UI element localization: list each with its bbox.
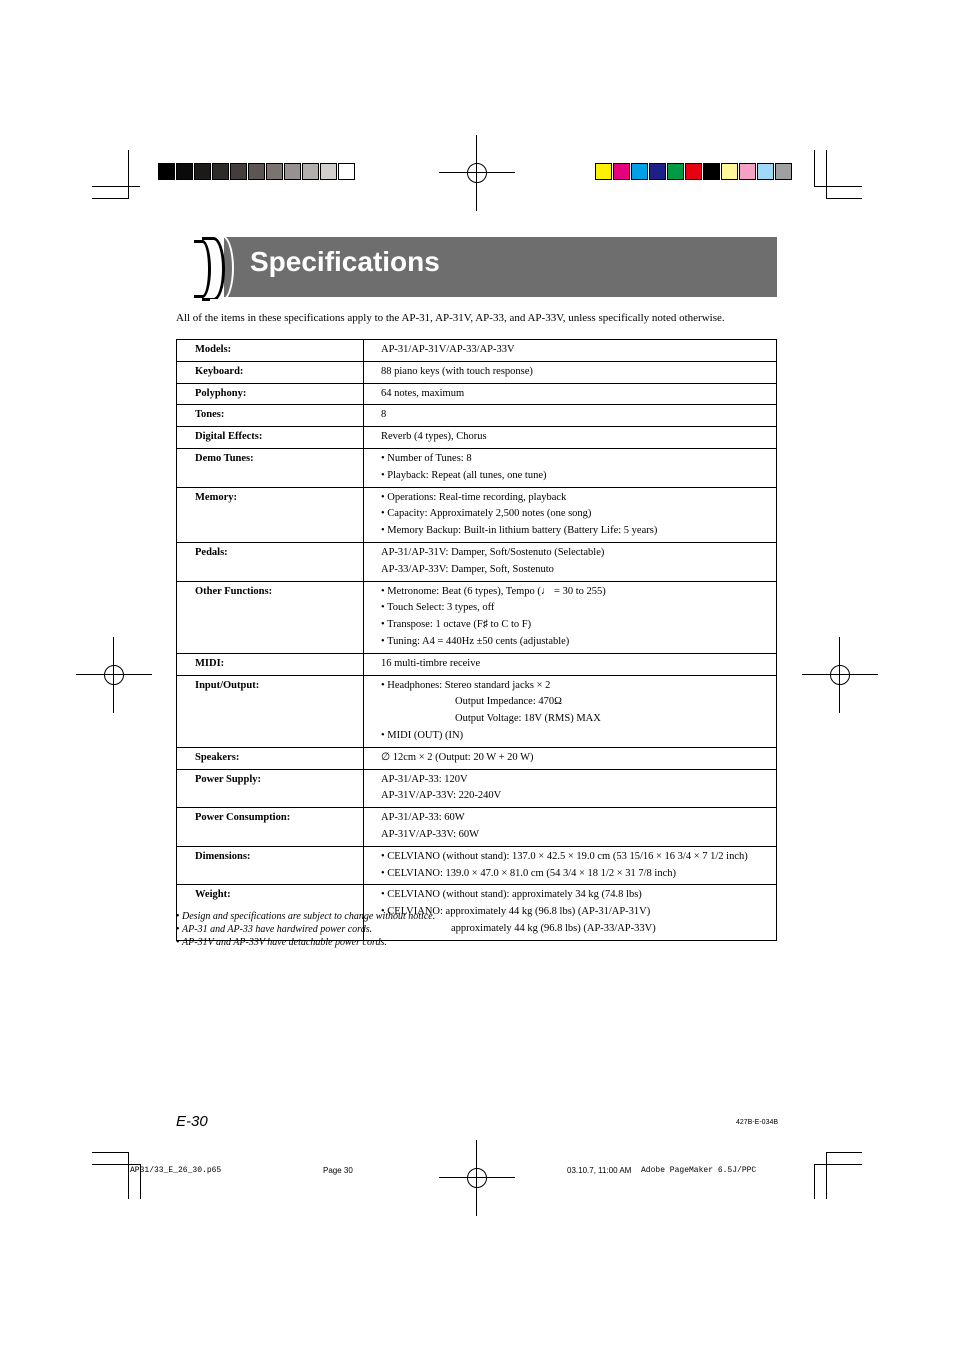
color-swatch <box>739 163 756 180</box>
footnote: • AP-31 and AP-33 have hardwired power cords. <box>176 923 435 936</box>
spec-value-line: • Memory Backup: Built-in lithium battery (Battery Life: 5 years) <box>381 525 658 537</box>
spec-value-line: AP-31/AP-33: 60W <box>381 812 465 824</box>
color-swatch <box>649 163 666 180</box>
spec-value-line: • CELVIANO (without stand): approximately 34 kg (74.8 lbs) <box>381 889 642 901</box>
color-swatch <box>703 163 720 180</box>
spec-label: Dimensions: <box>177 846 364 885</box>
registration-mark-left <box>76 637 152 713</box>
spec-row <box>177 427 777 449</box>
spec-value-line: • CELVIANO (without stand): 137.0 × 42.5 × 19.0 cm (53 15/16 × 16 3/4 × 7 1/2 inch) <box>381 850 748 862</box>
spec-row <box>177 487 777 542</box>
spec-value-line: • CELVIANO: approximately 44 kg (96.8 lbs) (AP-31/AP-31V) <box>381 906 651 918</box>
intro-text: All of the items in these specifications apply to the AP-31, AP-31V, AP-33, and AP-33V, unless specifically noted otherwise. <box>176 312 725 324</box>
gray-swatch <box>158 163 175 180</box>
spec-value-line: AP-31/AP-31V: Damper, Soft/Sostenuto (Selectable) <box>381 546 605 558</box>
registration-mark-top <box>439 135 515 211</box>
spec-value <box>364 653 777 675</box>
gray-swatch <box>284 163 301 180</box>
footnote: • AP-31V and AP-33V have detachable power cords. <box>176 936 435 949</box>
spec-row <box>177 361 777 383</box>
spec-value <box>364 361 777 383</box>
spec-row <box>177 675 777 747</box>
spec-value-line: • Transpose: 1 octave (F♯ to C to F) <box>381 619 532 631</box>
spec-value-line: • Number of Tunes: 8 <box>381 452 472 464</box>
footnotes <box>176 910 435 949</box>
spec-value-line: • Operations: Real-time recording, playback <box>381 491 567 503</box>
spec-value <box>364 747 777 769</box>
spec-label: Tones: <box>177 405 364 427</box>
spec-label: Speakers: <box>177 747 364 769</box>
document-code: 427B-E-034B <box>736 1119 779 1126</box>
spec-label: Models: <box>177 340 364 362</box>
spec-value-line: • CELVIANO: 139.0 × 47.0 × 81.0 cm (54 3/4 × 18 1/2 × 31 7/8 inch) <box>381 867 676 879</box>
gray-swatch <box>176 163 193 180</box>
registration-mark-bottom <box>439 1140 515 1216</box>
spec-row <box>177 405 777 427</box>
gray-swatch <box>266 163 283 180</box>
spec-value-line: Output Voltage: 18V (RMS) MAX <box>455 713 601 725</box>
specifications-table <box>176 339 777 941</box>
spec-row <box>177 448 777 487</box>
spec-value-line: • Capacity: Approximately 2,500 notes (one song) <box>381 508 592 520</box>
spec-label: Keyboard: <box>177 361 364 383</box>
spec-value <box>364 487 777 542</box>
footer-page: Page 30 <box>323 1166 353 1175</box>
spec-row <box>177 769 777 808</box>
spec-label: Memory: <box>177 487 364 542</box>
spec-label: Power Supply: <box>177 769 364 808</box>
spec-value <box>364 340 777 362</box>
page-title: Specifications <box>250 246 440 277</box>
spec-label: Other Functions: <box>177 581 364 653</box>
spec-label: Power Consumption: <box>177 808 364 847</box>
spec-value-line: Reverb (4 types), Chorus <box>381 431 487 443</box>
spec-value-line: • Tuning: A4 = 440Hz ±50 cents (adjustable) <box>381 635 570 647</box>
spec-row <box>177 846 777 885</box>
gray-swatch <box>230 163 247 180</box>
spec-value <box>364 846 777 885</box>
spec-label: Input/Output: <box>177 675 364 747</box>
color-swatch <box>631 163 648 180</box>
gray-swatch <box>212 163 229 180</box>
title-banner <box>176 237 777 297</box>
spec-label: Polyphony: <box>177 383 364 405</box>
spec-value <box>364 675 777 747</box>
spec-value <box>364 405 777 427</box>
footer-application: Adobe PageMaker 6.5J/PPC <box>641 1166 757 1175</box>
spec-value-line: • Headphones: Stereo standard jacks × 2 <box>381 679 551 691</box>
spec-row <box>177 747 777 769</box>
color-swatch <box>775 163 792 180</box>
spec-value <box>364 448 777 487</box>
gray-swatch <box>248 163 265 180</box>
color-swatch <box>685 163 702 180</box>
footer-date: 03.10.7, 11:00 AM <box>567 1166 632 1175</box>
spec-value-line: AP-31V/AP-33V: 220-240V <box>381 790 502 802</box>
spec-value <box>364 808 777 847</box>
spec-value-line: AP-31V/AP-33V: 60W <box>381 828 480 840</box>
color-swatch <box>595 163 612 180</box>
spec-value-line: 16 multi-timbre receive <box>381 657 481 669</box>
spec-value-line: • Playback: Repeat (all tunes, one tune) <box>381 469 547 481</box>
spec-label: MIDI: <box>177 653 364 675</box>
color-swatch <box>721 163 738 180</box>
spec-label: Digital Effects: <box>177 427 364 449</box>
footer-filename: AP31/33_E_26_30.p65 <box>130 1166 222 1175</box>
color-swatch <box>667 163 684 180</box>
spec-value-line: AP-33/AP-33V: Damper, Soft, Sostenuto <box>381 563 554 575</box>
spec-value-line: ∅ 12cm × 2 (Output: 20 W + 20 W) <box>381 751 534 763</box>
spec-row <box>177 581 777 653</box>
spec-value-line: AP-31/AP-31V/AP-33/AP-33V <box>381 344 515 355</box>
spec-row <box>177 542 777 581</box>
spec-value <box>364 427 777 449</box>
spec-value-line: • Touch Select: 3 types, off <box>381 602 495 614</box>
registration-mark-right <box>802 637 878 713</box>
spec-value <box>364 383 777 405</box>
gray-swatch <box>302 163 319 180</box>
page-number: E-30 <box>176 1113 208 1130</box>
spec-label: Pedals: <box>177 542 364 581</box>
spec-label: Weight: <box>177 885 364 940</box>
color-swatch <box>613 163 630 180</box>
spec-value-line: • Metronome: Beat (6 types), Tempo (♩ = 30 to 255) <box>381 585 606 597</box>
spec-value-line: AP-31/AP-33: 120V <box>381 773 468 785</box>
spec-value-line: Output Impedance: 470Ω <box>455 696 562 708</box>
spec-value-line: 8 <box>381 409 387 421</box>
spec-value-line: 88 piano keys (with touch response) <box>381 365 533 377</box>
spec-row <box>177 340 777 362</box>
arc-decoration-icon <box>210 235 234 301</box>
spec-value-line: approximately 44 kg (96.8 lbs) (AP-33/AP-33V) <box>451 922 656 934</box>
spec-label: Demo Tunes: <box>177 448 364 487</box>
gray-swatch <box>338 163 355 180</box>
spec-value-line: 64 notes, maximum <box>381 387 465 399</box>
spec-value <box>364 581 777 653</box>
footnote: • Design and specifications are subject to change without notice. <box>176 910 435 923</box>
spec-value <box>364 769 777 808</box>
color-swatch <box>757 163 774 180</box>
spec-row <box>177 383 777 405</box>
spec-row <box>177 808 777 847</box>
spec-value <box>364 542 777 581</box>
gray-swatch <box>320 163 337 180</box>
gray-swatch <box>194 163 211 180</box>
spec-row <box>177 653 777 675</box>
spec-value-line: • MIDI (OUT) (IN) <box>381 729 464 741</box>
